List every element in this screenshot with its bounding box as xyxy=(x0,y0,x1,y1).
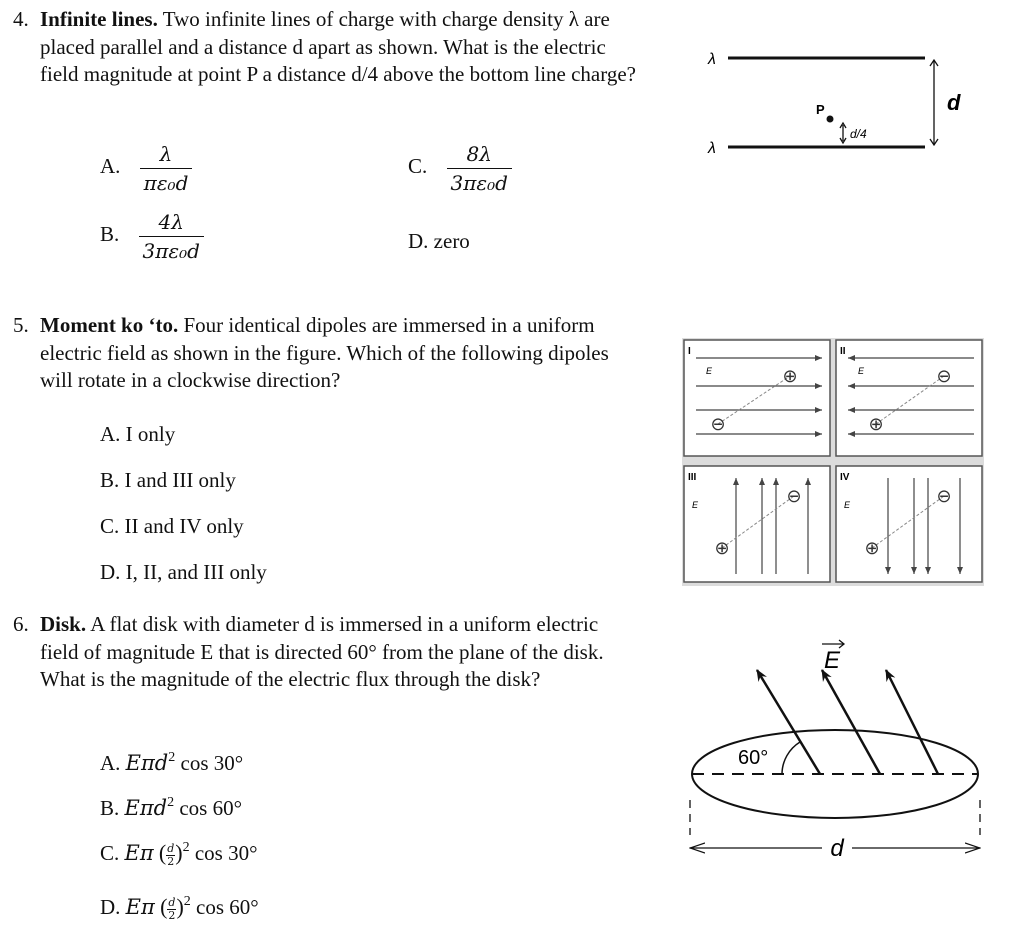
panel-label: I xyxy=(688,346,691,357)
fraction xyxy=(140,142,193,195)
expression: Eπd xyxy=(125,751,169,775)
denominator: 2 xyxy=(167,854,175,868)
plus-charge: ⊕ xyxy=(782,366,798,386)
question-5 xyxy=(13,312,640,395)
option-4b xyxy=(100,210,204,263)
panel-label: IV xyxy=(840,472,850,483)
minus-charge: ⊖ xyxy=(936,366,952,386)
option-label: B. xyxy=(100,796,120,820)
question-number: 6. xyxy=(13,612,29,636)
denominator: 3πε₀d xyxy=(450,171,508,195)
figure-line-charges xyxy=(690,40,980,160)
numerator: d xyxy=(167,841,175,855)
option-6c: C. Eπ ( $\frac{d}{2}$ )$^2$ cos 30° xyxy=(100,840,258,868)
panel-ii xyxy=(836,340,982,456)
option-text: I only xyxy=(125,422,176,446)
option-5a xyxy=(100,422,175,447)
option-5d xyxy=(100,560,267,585)
option-label: B. xyxy=(100,222,120,247)
question-6 xyxy=(13,611,640,694)
minus-charge: ⊖ xyxy=(936,486,952,506)
fraction xyxy=(139,210,204,263)
option-5b xyxy=(100,468,236,493)
numerator: 8λ xyxy=(447,142,512,169)
small-distance-label: d/4 xyxy=(850,127,867,141)
option-label: C. xyxy=(408,154,428,179)
option-4a xyxy=(100,142,192,195)
distance-label: d xyxy=(947,90,961,115)
option-label: B. xyxy=(100,468,120,492)
small-fraction xyxy=(166,843,175,868)
option-4d xyxy=(408,229,470,254)
figure-dipoles xyxy=(682,338,984,586)
option-label: A. xyxy=(100,422,121,446)
point-p-label: P xyxy=(816,102,825,117)
denominator: πε₀d xyxy=(143,171,189,195)
panel-iii xyxy=(684,466,830,582)
question-title: Moment ko ‘to. xyxy=(40,313,179,337)
plus-charge: ⊕ xyxy=(714,538,730,558)
option-6b xyxy=(100,795,242,821)
field-label: E xyxy=(692,500,699,510)
panel-i xyxy=(684,340,830,456)
trig-term: cos 30° xyxy=(180,751,244,775)
option-label: A. xyxy=(100,751,121,775)
question-4 xyxy=(13,6,640,89)
plus-charge: ⊕ xyxy=(864,538,880,558)
denominator: 2 xyxy=(168,908,176,922)
option-label: C. xyxy=(100,514,120,538)
question-number: 5. xyxy=(13,313,29,337)
panel-label: III xyxy=(688,472,697,483)
trig-term: cos 30° xyxy=(194,841,258,865)
fraction xyxy=(447,142,512,195)
option-6d: D. Eπ ( $\frac{d}{2}$ )$^2$ cos 60° xyxy=(100,894,259,922)
trig-term: cos 60° xyxy=(196,895,259,919)
top-lambda-label: λ xyxy=(708,51,716,68)
figure-disk xyxy=(682,630,992,865)
field-label: E xyxy=(823,647,841,674)
option-label: D. xyxy=(408,229,429,253)
diameter-label: d xyxy=(830,835,844,862)
field-label: E xyxy=(844,500,851,510)
exponent: 2 xyxy=(167,795,175,810)
option-text: I and III only xyxy=(124,468,236,492)
expression: Eπd xyxy=(124,796,168,820)
option-text: zero xyxy=(433,229,470,253)
option-label: D. xyxy=(100,895,121,919)
option-label: C. xyxy=(100,841,120,865)
bottom-lambda-label: λ xyxy=(708,140,716,157)
option-label: D. xyxy=(100,560,121,584)
minus-charge: ⊖ xyxy=(710,414,726,434)
minus-charge: ⊖ xyxy=(786,486,802,506)
numerator: d xyxy=(168,895,176,909)
field-label: E xyxy=(858,366,865,376)
option-5c xyxy=(100,514,244,539)
exponent: 2 xyxy=(168,750,176,765)
question-text: Four identical dipoles are immersed in a uniform electric field as shown in the figure. Which of the following dipoles will rotate in a clockwise direction? xyxy=(40,313,609,392)
expression: Eπ xyxy=(124,841,154,865)
question-text: Two infinite lines of charge with charge density λ are placed parallel and a distance d apart as shown. What is the electric field magnitude at point P a distance d/4 above the bottom line charge? xyxy=(40,7,636,86)
trig-term: cos 60° xyxy=(179,796,242,820)
question-number: 4. xyxy=(13,7,29,31)
question-title: Disk. xyxy=(40,612,87,636)
field-label: E xyxy=(706,366,713,376)
angle-label: 60° xyxy=(738,747,769,769)
option-text: I, II, and III only xyxy=(125,560,267,584)
question-text: A flat disk with diameter d is immersed in a uniform electric field of magnitude E that is directed 60° from the plane of the disk. What is the magnitude of the electric flux through the disk? xyxy=(40,612,604,691)
option-6a xyxy=(100,750,243,776)
panel-label: II xyxy=(840,346,846,357)
option-4c xyxy=(408,142,512,195)
exponent: 2 xyxy=(182,840,190,855)
plus-charge: ⊕ xyxy=(868,414,884,434)
option-label: A. xyxy=(100,154,121,179)
point-p xyxy=(827,116,834,123)
numerator: λ xyxy=(140,142,193,169)
option-text: II and IV only xyxy=(124,514,244,538)
exponent: 2 xyxy=(183,894,191,909)
numerator: 4λ xyxy=(139,210,204,237)
question-title: Infinite lines. xyxy=(40,7,158,31)
panel-iv xyxy=(836,466,982,582)
expression: Eπ xyxy=(125,895,155,919)
denominator: 3πε₀d xyxy=(142,239,200,263)
